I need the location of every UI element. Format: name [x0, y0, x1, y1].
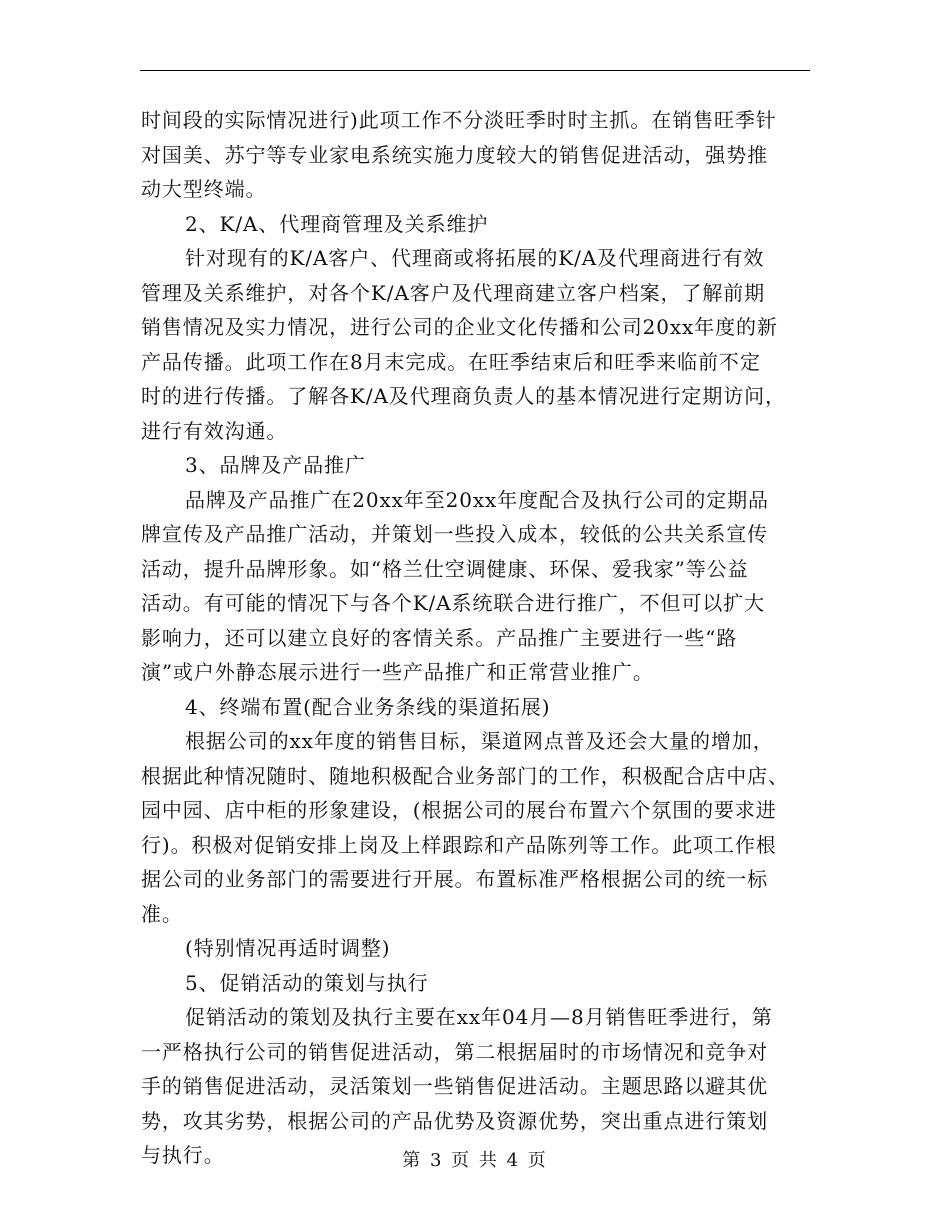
text-line: 牌宣传及产品推广活动，并策划一些投入成本，较低的公共关系宣传 [141, 522, 768, 546]
text-line: 活动。有可能的情况下与各个K/A系统联合进行推广，不但可以扩大 [141, 591, 766, 615]
text-line: 行)。积极对促销安排上岗及上样跟踪和产品陈列等工作。此项工作根 [141, 832, 777, 857]
text-line: 活动，提升品牌形象。如“格兰仕空调健康、环保、爱我家”等公益 [141, 556, 749, 581]
text-line: 4、终端布置(配合业务条线的渠道拓展) [185, 694, 551, 719]
text-line: 销售情况及实力情况，进行公司的企业文化传播和公司20xx年度的新 [141, 315, 778, 339]
text-line: 演”或户外静态展示进行一些产品推广和正常营业推广。 [141, 660, 654, 684]
page-footer: 第 3 页 共 4 页 [402, 1150, 548, 1171]
text-line: 据公司的业务部门的需要进行开展。布置标准严格根据公司的统一标 [141, 867, 768, 891]
text-line: 3、品牌及产品推广 [185, 453, 366, 477]
text-line: 促销活动的策划及执行主要在xx年04月—8月销售旺季进行，第 [185, 1005, 773, 1029]
text-line: 准。 [141, 901, 183, 926]
header-rule [140, 70, 810, 71]
text-line: 根据公司的xx年度的销售目标，渠道网点普及还会大量的增加， [185, 729, 774, 753]
text-line: 动大型终端。 [141, 177, 267, 201]
text-line: 影响力，还可以建立良好的客情关系。产品推广主要进行一些“路 [141, 625, 738, 650]
text-line: 品牌及产品推广在20xx年至20xx年度配合及执行公司的定期品 [185, 487, 769, 512]
text-line: 进行有效沟通。 [141, 418, 288, 443]
text-line: 一严格执行公司的销售促进活动，第二根据届时的市场情况和竞争对 [141, 1039, 768, 1064]
text-line: 手的销售促进活动，灵活策划一些销售促进活动。主题思路以避其优 [141, 1074, 768, 1098]
text-line: 管理及关系维护，对各个K/A客户及代理商建立客户档案，了解前期 [141, 280, 766, 305]
text-line: 针对现有的K/A客户、代理商或将拓展的K/A及代理商进行有效 [185, 246, 765, 270]
text-line: 园中园、店中柜的形象建设，(根据公司的展台布置六个氛围的要求进 [141, 798, 777, 822]
text-line: 2、K/A、代理商管理及关系维护 [185, 211, 489, 236]
text-line: 时的进行传播。了解各K/A及代理商负责人的基本情况进行定期访问， [141, 384, 786, 408]
text-line: 产品传播。此项工作在8月末完成。在旺季结束后和旺季来临前不定 [141, 349, 761, 374]
text-line: 时间段的实际情况进行)此项工作不分淡旺季时时主抓。在销售旺季针 [141, 108, 777, 132]
text-line: 根据此种情况随时、随地积极配合业务部门的工作，积极配合店中店、 [141, 763, 789, 788]
text-line: 对国美、苏宁等专业家电系统实施力度较大的销售促进活动，强势推 [141, 142, 768, 167]
text-line: 5、促销活动的策划与执行 [185, 970, 429, 995]
text-line: 与执行。 [141, 1143, 225, 1167]
document-body [141, 103, 813, 1173]
text-line: 势，攻其劣势，根据公司的产品优势及资源优势，突出重点进行策划 [141, 1108, 768, 1133]
text-line: (特别情况再适时调整) [185, 936, 391, 960]
